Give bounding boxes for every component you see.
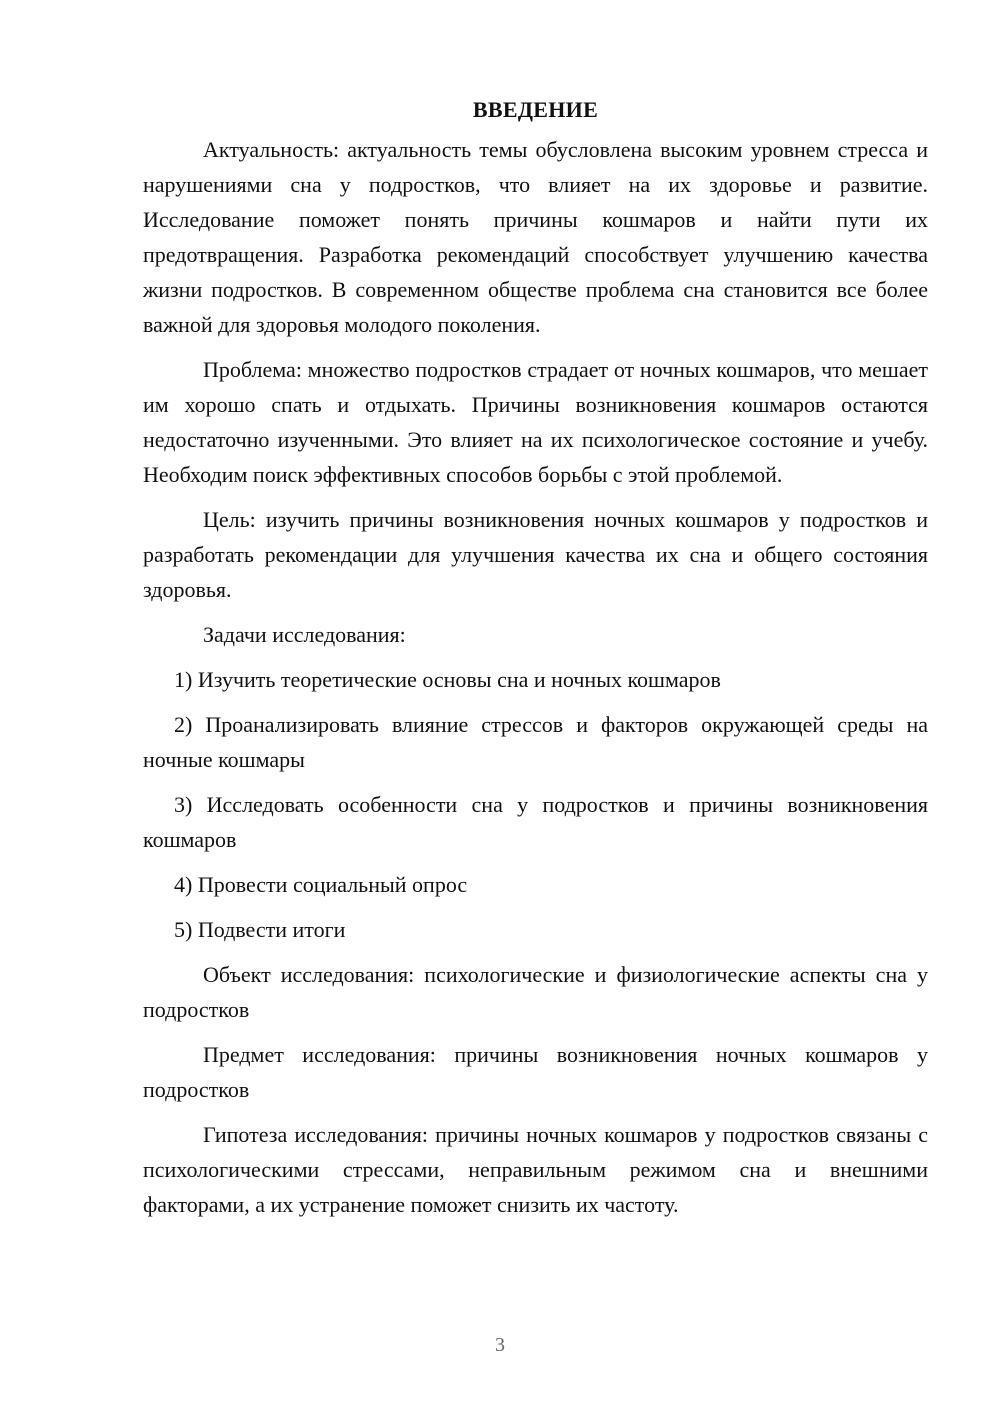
page-number: 3 bbox=[495, 1334, 505, 1356]
paragraph-object: Объект исследования: психологические и физиологические аспекты сна у подростков bbox=[143, 962, 928, 1022]
tasks-heading: Задачи исследования: bbox=[203, 622, 406, 647]
paragraph-subject: Предмет исследования: причины возникновения ночных кошмаров у подростков bbox=[143, 1042, 928, 1102]
task-item: 2) Проанализировать влияние стрессов и факторов окружающей среды на ночные кошмары bbox=[143, 712, 928, 772]
paragraph-problem: Проблема: множество подростков страдает от ночных кошмаров, что мешает им хорошо спать и отдыхать. Причины возникновения кошмаров остаются недостаточно изученными. Это влияет на их психологическое состояние и учебу. Необходим поиск эффективных способов борьбы с этой проблемой. bbox=[143, 357, 928, 487]
task-item: 3) Исследовать особенности сна у подростков и причины возникновения кошмаров bbox=[143, 792, 928, 852]
paragraph-relevance: Актуальность: актуальность темы обусловлена высоким уровнем стресса и нарушениями сна у подростков, что влияет на их здоровье и развитие. Исследование поможет понять причины кошмаров и найти пути их предотвращения. Разработка рекомендаций способствует улучшению качества жизни подростков. В современном обществе проблема сна становится все более важной для здоровья молодого поколения. bbox=[143, 137, 928, 337]
task-item: 1) Изучить теоретические основы сна и ночных кошмаров bbox=[174, 667, 721, 692]
task-item: 4) Провести социальный опрос bbox=[174, 872, 468, 897]
paragraph-hypothesis: Гипотеза исследования: причины ночных кошмаров у подростков связаны с психологическими стрессами, неправильным режимом сна и внешними факторами, а их устранение поможет снизить их частоту. bbox=[143, 1122, 928, 1217]
paragraph-goal: Цель: изучить причины возникновения ночных кошмаров у подростков и разработать рекомендации для улучшения качества их сна и общего состояния здоровья. bbox=[143, 507, 928, 602]
document-page bbox=[143, 92, 928, 1232]
document-title: ВВЕДЕНИЕ bbox=[472, 97, 599, 122]
task-item: 5) Подвести итоги bbox=[174, 917, 346, 942]
